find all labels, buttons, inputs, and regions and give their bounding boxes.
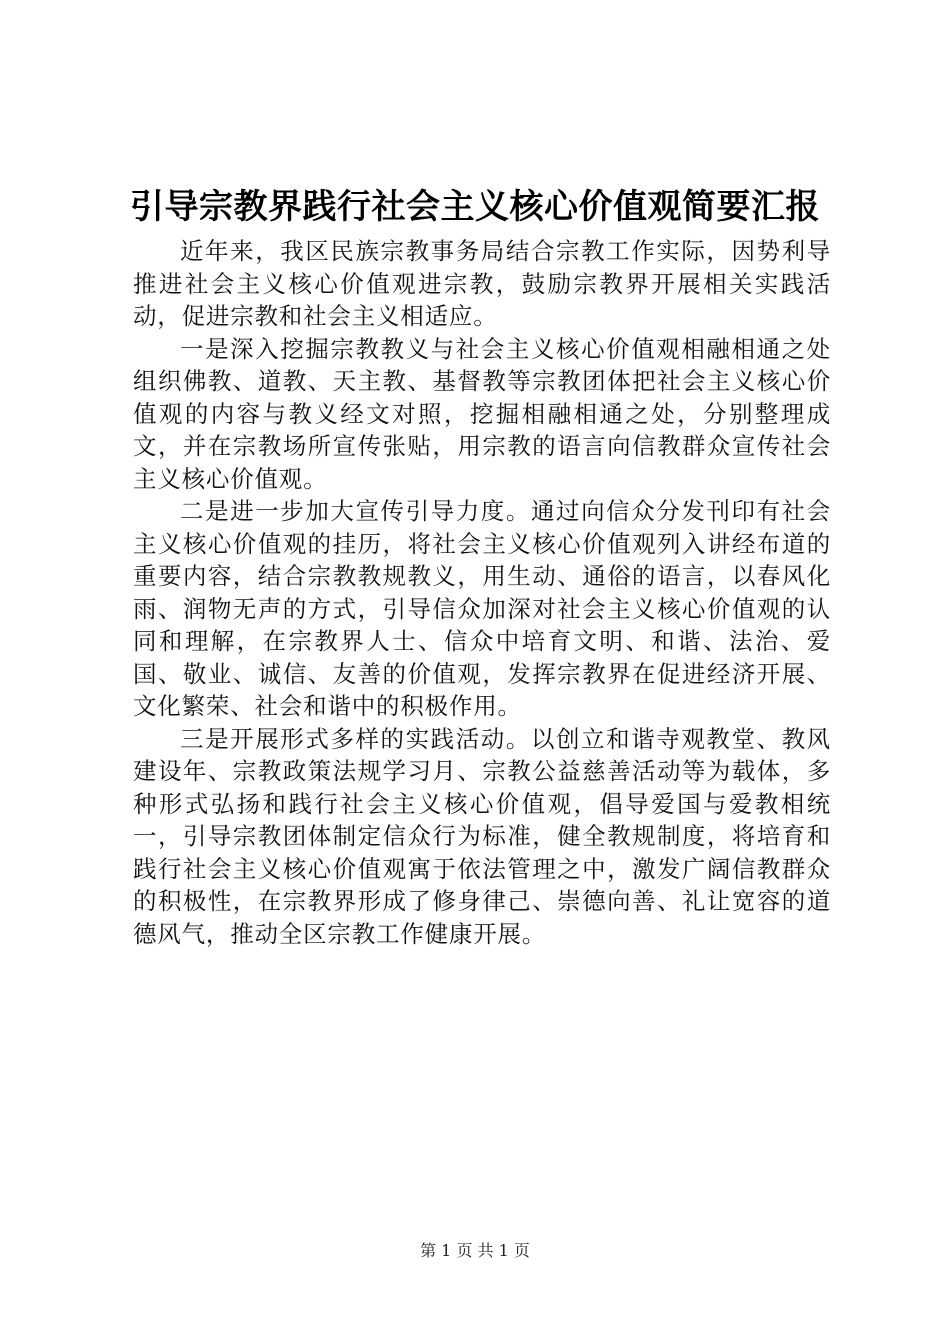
paragraph-point-three: 三是开展形式多样的实践活动。以创立和谐寺观教堂、教风建设年、宗教政策法规学习月、宗教公益慈善活动等为载体，多种形式弘扬和践行社会主义核心价值观，倡导爱国与爱教相统一，引导宗教团体制定信众行为标准，健全教规制度，将培育和践行社会主义核心价值观寓于依法管理之中，激发广阔信教群众的积极性，在宗教界形成了修身律己、崇德向善、礼让宽容的道德风气，推动全区宗教工作健康开展。 — [133, 724, 831, 948]
paragraph-point-two: 二是进一步加大宣传引导力度。通过向信众分发刊印有社会主义核心价值观的挂历，将社会主义核心价值观列入讲经布道的重要内容，结合宗教教规教义，用生动、通俗的语言，以春风化雨、润物无声的方式，引导信众加深对社会主义核心价值观的认同和理解，在宗教界人士、信众中培育文明、和谐、法治、爱国、敬业、诚信、友善的价值观，发挥宗教界在促进经济开展、文化繁荣、社会和谐中的积极作用。 — [133, 497, 831, 720]
document-body — [133, 235, 831, 950]
document-title: 引导宗教界践行社会主义核心价值观简要汇报 — [130, 187, 820, 227]
paragraph-intro: 近年来，我区民族宗教事务局结合宗教工作实际，因势利导推进社会主义核心价值观进宗教，鼓励宗教界开展相关实践活动，促进宗教和社会主义相适应。 — [133, 237, 831, 330]
paragraph-point-one: 一是深入挖掘宗教教义与社会主义核心价值观相融相通之处组织佛教、道教、天主教、基督教等宗教团体把社会主义核心价值观的内容与教义经文对照，挖掘相融相通之处，分别整理成文，并在宗教场所宣传张贴，用宗教的语言向信教群众宣传社会主义核心价值观。 — [133, 334, 831, 493]
page-number-footer: 第 1 页 共 1 页 — [420, 1241, 530, 1260]
